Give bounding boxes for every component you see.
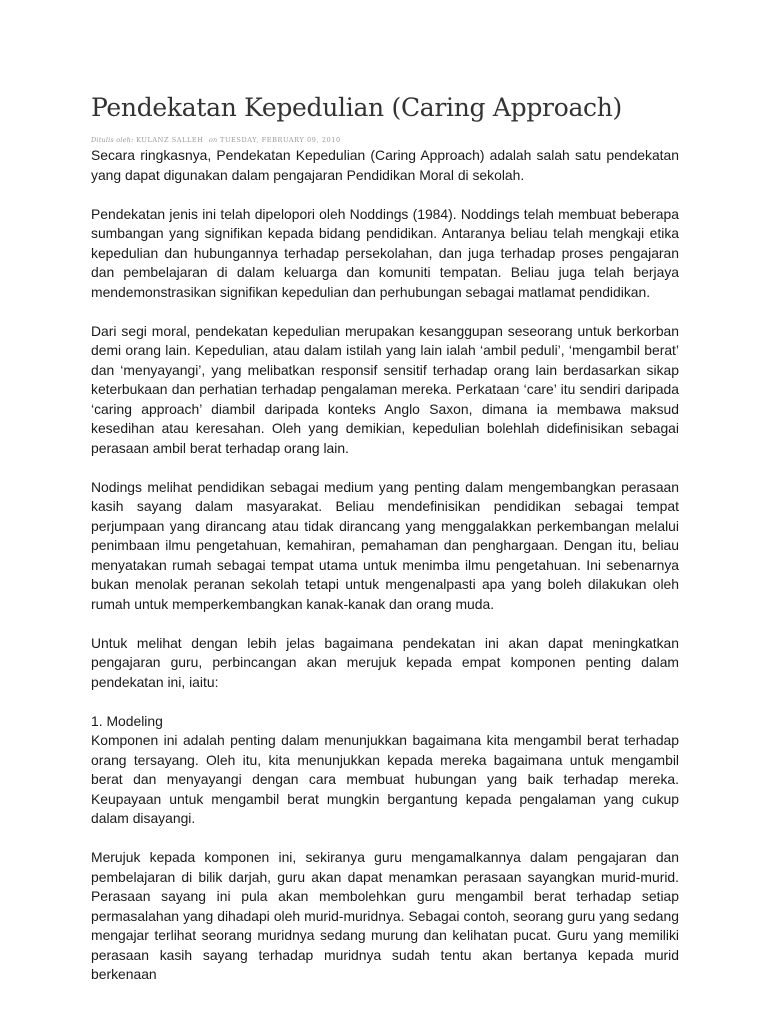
paragraph-components: Untuk melihat dengan lebih jelas bagaimana pendekatan ini akan dapat meningkatkan pengajaran guru, perbincangan akan merujuk kepada empat komponen penting dalam pendekatan ini, iaitu: xyxy=(91,634,679,690)
paragraph-modeling-2: Merujuk kepada komponen ini, sekiranya guru mengamalkannya dalam pengajaran dan pembelajaran di bilik darjah, guru akan dapat menamkan perasaan sayangkan murid-murid. Perasaan sayang ini pula akan membolehkan guru mengambil berat terhadap setiap permasalahan yang dihadapi oleh murid-muridnya. Sebagai contoh, seorang guru yang sedang mengajar terlihat seorang muridnya sedang murung dan kelihatan pucat. Guru yang memiliki perasaan kasih sayang terhadap muridnya sudah tentu akan bertanya kepada murid berkenaan xyxy=(91,849,679,982)
paragraph-intro: Secara ringkasnya, Pendekatan Kepedulian (Caring Approach) adalah salah satu pendekatan yang dapat digunakan dalam pengajaran Pendidikan Moral di sekolah. xyxy=(91,147,679,183)
paragraph-moral: Dari segi moral, pendekatan kepedulian merupakan kesanggupan seseorang untuk berkorban demi orang lain. Kepedulian, atau dalam istilah yang lain ialah ‘ambil peduli’, ‘mengambil berat’ dan ‘menyayangi’, yang melibatkan responsif sensitif terhadap orang lain berdasarkan sikap keterbukaan dan perhatian terhadap pengalaman mereka. Perkataan ‘care’ itu sendiri daripada ‘caring approach’ diambil daripada konteks Anglo Saxon, dimana ia membawa maksud kesedihan atau keresahan. Oleh yang demikian, kepedulian bolehlah didefinisikan sebagai perasaan ambil berat terhadap orang lain. xyxy=(91,322,679,456)
paragraph-education: Nodings melihat pendidikan sebagai medium yang penting dalam mengembangkan perasaan kasih sayang dalam masyarakat. Beliau mendefinisikan pendidikan sebagai tempat perjumpaan yang dirancang atau tidak dirancang yang menggalakkan perkembangan melalui penimbaan ilmu pengetahuan, kemahiran, pemahaman dan penghargaan. Dengan itu, beliau menyatakan rumah sebagai tempat utama untuk menimba ilmu pengetahuan. Ini sebenarnya bukan menolak peranan sekolah tetapi untuk mengenalpasti apa yang boleh dilakukan oleh rumah untuk memperkembangkan kanak-kanak dan orang muda. xyxy=(91,478,679,612)
paragraph-noddings: Pendekatan jenis ini telah dipelopori oleh Noddings (1984). Noddings telah membuat beberapa sumbangan yang signifikan kepada bidang pendidikan. Antaranya beliau telah mengkaji etika kepedulian dan hubungannya terhadap persekolahan, dan juga terhadap proses pengajaran dan pembelajaran di dalam keluarga dan komuniti tempatan. Beliau juga telah berjaya mendemonstrasikan signifikan kepedulian dan perhubungan sebagai matlamat pendidikan. xyxy=(91,205,679,300)
post-date: TUESDAY, FEBRUARY 09, 2010 xyxy=(220,136,341,144)
post-meta xyxy=(91,136,679,144)
posted-by-label: Ditulis oleh: xyxy=(91,136,134,144)
article xyxy=(91,90,679,985)
author-name[interactable]: KULANZ SALLEH xyxy=(136,136,204,144)
paragraph-modeling-1: Komponen ini adalah penting dalam menunjukkan bagaimana kita mengambil berat terhadap orang tersayang. Oleh itu, kita menunjukkan kepada mereka bagaimana untuk mengambil berat dan menyayangi dengan cara membuat hubungan yang baik terhadap mereka. Keupayaan untuk mengambil berat mungkin bergantung kepada pengalaman yang cukup dalam disayangi. xyxy=(91,732,679,826)
section-heading-modeling: 1. Modeling xyxy=(91,712,163,729)
article-title: Pendekatan Kepedulian (Caring Approach) xyxy=(91,93,623,122)
article-body xyxy=(91,146,679,985)
on-label: on xyxy=(208,136,218,144)
